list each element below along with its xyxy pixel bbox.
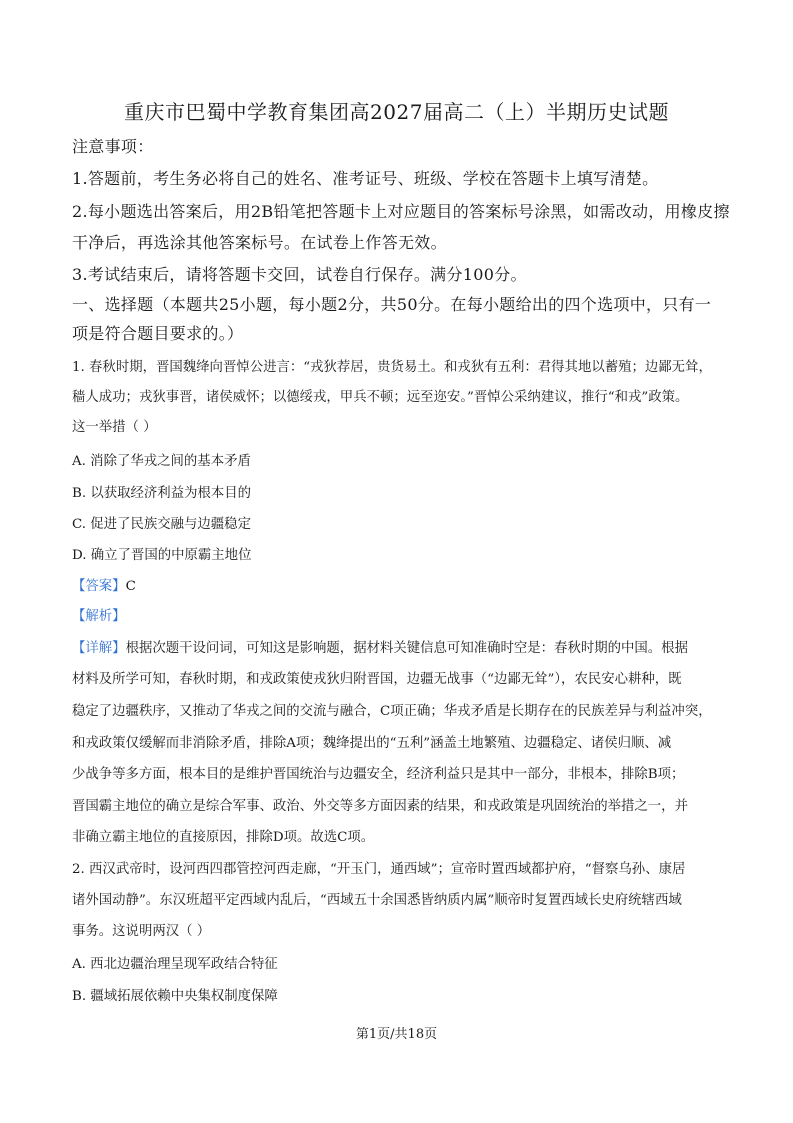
q1-detail-line — [72, 637, 688, 656]
q1-detail-line: 少战争等多方面，根本目的是维护晋国统治与边疆安全，经济利益只是其中一部分，非根本，排除B项； — [72, 767, 685, 782]
q1-option-c: C. 促进了民族交融与边疆稳定 — [72, 517, 251, 532]
q1-stem-line: 穑人成功；戎狄事晋，诸侯威怀；以德绥戎，甲兵不顿；远至迩安。”晋悼公采纳建议，推行“和戎”政策。 — [72, 390, 689, 405]
q1-detail-line: 和戎政策仅缓解而非消除矛盾，排除A项；魏绛提出的“五利”涵盖土地繁殖、边疆稳定、诸侯归顺、减 — [72, 736, 672, 751]
q1-stem-line: 1. 春秋时期，晋国魏绛向晋悼公进言：“戎狄荐居，贵货易土。和戎狄有五利：君得其地以蓄殖；边鄙无耸， — [72, 360, 712, 375]
analysis-tag: 【解析】 — [72, 609, 126, 624]
q1-detail-line: 晋国霸主地位的确立是综合军事、政治、外交等多方面因素的结果，和戎政策是巩固统治的举措之一，并 — [72, 799, 688, 814]
page-footer: 第1页/共18页 — [355, 1027, 438, 1042]
detail-text: 根据次题干设问词，可知这是影响题，据材料关键信息可知准确时空是：春秋时期的中国。根据 — [125, 641, 688, 656]
answer-tag: 【答案】 — [72, 579, 126, 594]
section-heading: 项是符合题目要求的。） — [72, 324, 244, 343]
q2-option-a: A. 西北边疆治理呈现军政结合特征 — [72, 957, 278, 972]
notice-item: 3.考试结束后，请将答题卡交回，试卷自行保存。满分100分。 — [72, 265, 527, 284]
q2-stem-line: 事务。这说明两汉（ ） — [72, 924, 211, 939]
q1-option-d: D. 确立了晋国的中原霸主地位 — [72, 548, 252, 563]
notice-item: 干净后，再选涂其他答案标号。在试卷上作答无效。 — [72, 233, 447, 252]
notice-item: 2.每小题选出答案后，用2B铅笔把答题卡上对应题目的答案标号涂黑，如需改动，用橡皮擦 — [72, 202, 730, 221]
q2-stem-line: 2. 西汉武帝时，设河西四郡管控河西走廊，“开玉门，通西域”；宣帝时置西域都护府，“督察乌孙、康居 — [72, 862, 686, 877]
q1-option-a: A. 消除了华戎之间的基本矛盾 — [72, 454, 251, 469]
q1-stem-line: 这一举措（ ） — [72, 420, 157, 435]
q1-answer — [72, 575, 136, 594]
q1-detail-line: 材料及所学可知，春秋时期，和戎政策使戎狄归附晋国，边疆无战事（“边鄙无耸”），农民安心耕种，既 — [72, 672, 682, 687]
q2-option-b: B. 疆域拓展依赖中央集权制度保障 — [72, 989, 278, 1004]
section-heading: 一、选择题（本题共25小题，每小题2分，共50分。在每小题给出的四个选项中，只有一 — [72, 295, 712, 314]
q2-stem-line: 诸外国动静”。东汉班超平定西域内乱后，“西域五十余国悉皆纳质内属”顺帝时复置西域长史府统辖西域 — [72, 893, 682, 908]
q1-detail-line: 稳定了边疆秩序，又推动了华戎之间的交流与融合，C项正确；华戎矛盾是长期存在的民族差异与利益冲突， — [72, 704, 712, 719]
q1-detail-line: 非确立霸主地位的直接原因，排除D项。故选C项。 — [72, 830, 375, 845]
q1-option-b: B. 以获取经济利益为根本目的 — [72, 486, 252, 501]
notice-item: 1.答题前，考生务必将自己的姓名、准考证号、班级、学校在答题卡上填写清楚。 — [72, 169, 659, 188]
notice-heading: 注意事项： — [72, 137, 154, 156]
page-title: 重庆市巴蜀中学教育集团高2027届高二（上）半期历史试题 — [124, 100, 669, 124]
answer-value: C — [125, 579, 136, 594]
detail-tag: 【详解】 — [72, 641, 126, 656]
